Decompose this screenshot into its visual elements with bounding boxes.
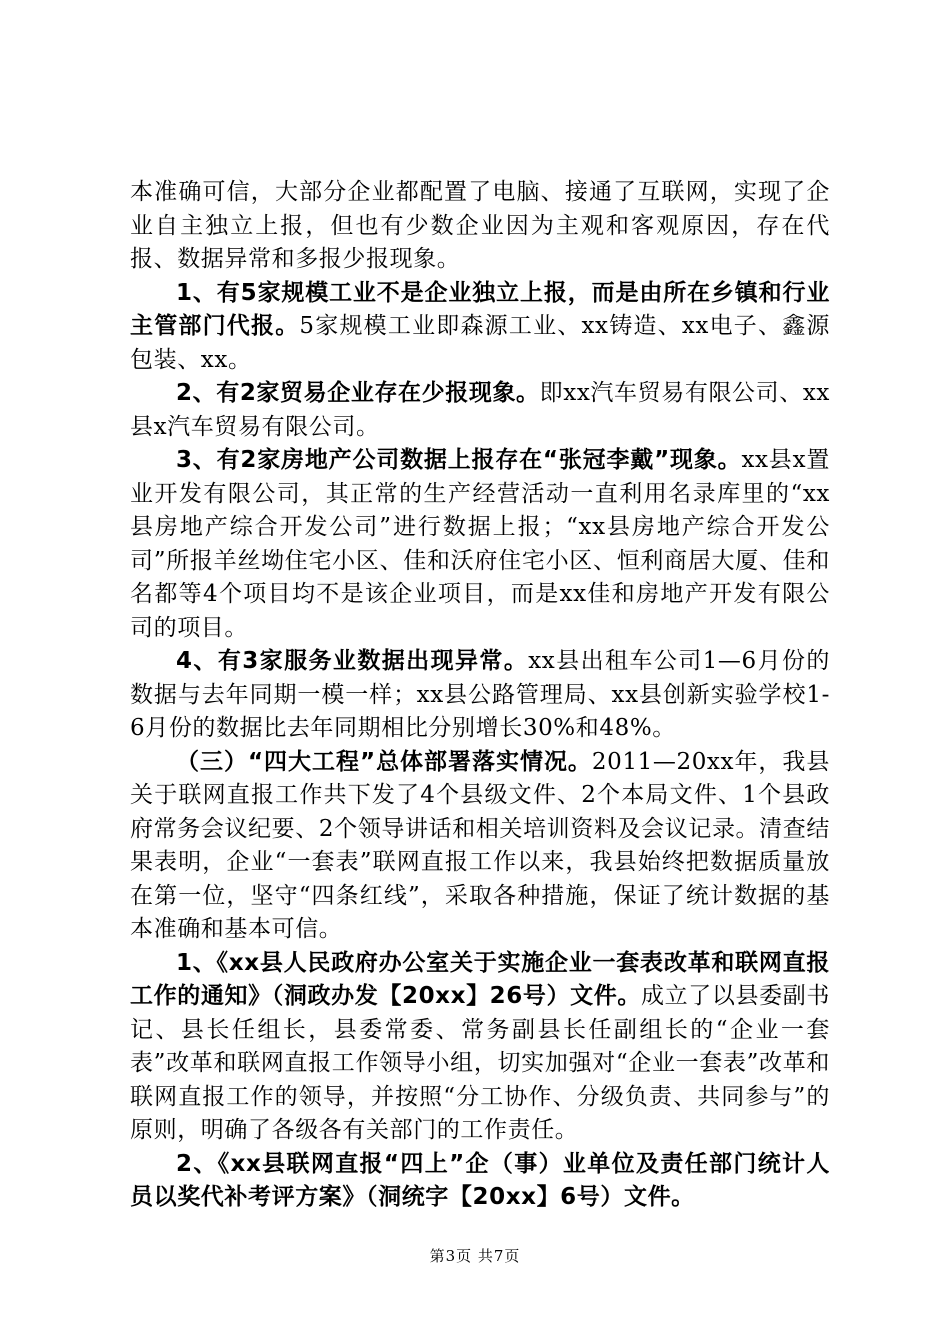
paragraph-3 xyxy=(130,377,830,444)
paragraph-text: 成立了以县委副书记、县长任组长，县委常委、常务副县长任副组长的“企业一套表”改革和联网直报工作领导小组，切实加强对“企业一套表”改革和联网直报工作的领导，并按照“分工协作、分级负责、共同参与”的原则，明确了各级各有关部门的工作责任。 xyxy=(130,983,830,1143)
paragraph-lead: 1、《xx县人民政府办公室关于实施企业一套表改革和联网直报工作的通知》（洞政办发【20xx】26号）文件。 xyxy=(130,949,830,1009)
paragraph-lead: 2、《xx县联网直报“四上”企（事）业单位及责任部门统计人员以奖代补考评方案》（洞统字【20xx】6号）文件。 xyxy=(130,1150,830,1210)
paragraph-5 xyxy=(130,645,830,746)
paragraph-6 xyxy=(130,746,830,947)
paragraph-1 xyxy=(130,176,830,277)
paragraph-8 xyxy=(130,1148,830,1215)
paragraph-7 xyxy=(130,947,830,1148)
paragraph-text: 本准确可信，大部分企业都配置了电脑、接通了互联网，实现了企业自主独立上报，但也有少数企业因为主观和客观原因，存在代报、数据异常和多报少报现象。 xyxy=(130,179,830,272)
paragraph-text: 即xx汽车贸易有限公司、xx县x汽车贸易有限公司。 xyxy=(130,380,830,440)
paragraph-text: xx县x置业开发有限公司，其正常的生产经营活动一直利用名录库里的“xx县房地产综合开发公司”进行数据上报；“xx县房地产综合开发公司”所报羊丝坳住宅小区、佳和沃府住宅小区、恒利商居大厦、佳和名都等4个项目均不是该企业项目，而是xx佳和房地产开发有限公司的项目。 xyxy=(130,447,830,641)
paragraph-lead: 4、有3家服务业数据出现异常。 xyxy=(176,648,529,674)
paragraph-2 xyxy=(130,277,830,378)
page-footer: 第3页 共7页 xyxy=(429,1247,521,1265)
paragraph-lead: 3、有2家房地产公司数据上报存在“张冠李戴”现象。 xyxy=(176,447,742,473)
document-body xyxy=(130,176,830,1215)
paragraph-lead: 2、有2家贸易企业存在少报现象。 xyxy=(176,380,540,406)
paragraph-text: 5家规模工业即森源工业、xx铸造、xx电子、鑫源包装、xx。 xyxy=(130,313,830,373)
paragraph-lead: （三）“四大工程”总体部署落实情况。 xyxy=(176,748,592,775)
paragraph-lead: 1、有5家规模工业不是企业独立上报，而是由所在乡镇和行业主管部门代报。 xyxy=(130,279,830,339)
paragraph-4 xyxy=(130,444,830,645)
paragraph-text: xx县出租车公司1—6月份的数据与去年同期一模一样；xx县公路管理局、xx县创新实验学校1-6月份的数据比去年同期相比分别增长30%和48%。 xyxy=(130,648,830,741)
paragraph-text: 2011—20xx年，我县关于联网直报工作共下发了4个县级文件、2个本局文件、1个县政府常务会议纪要、2个领导讲话和相关培训资料及会议记录。清查结果表明，企业“一套表”联网直报工作以来，我县始终把数据质量放在第一位，坚守“四条红线”，采取各种措施，保证了统计数据的基本准确和基本可信。 xyxy=(130,748,830,942)
